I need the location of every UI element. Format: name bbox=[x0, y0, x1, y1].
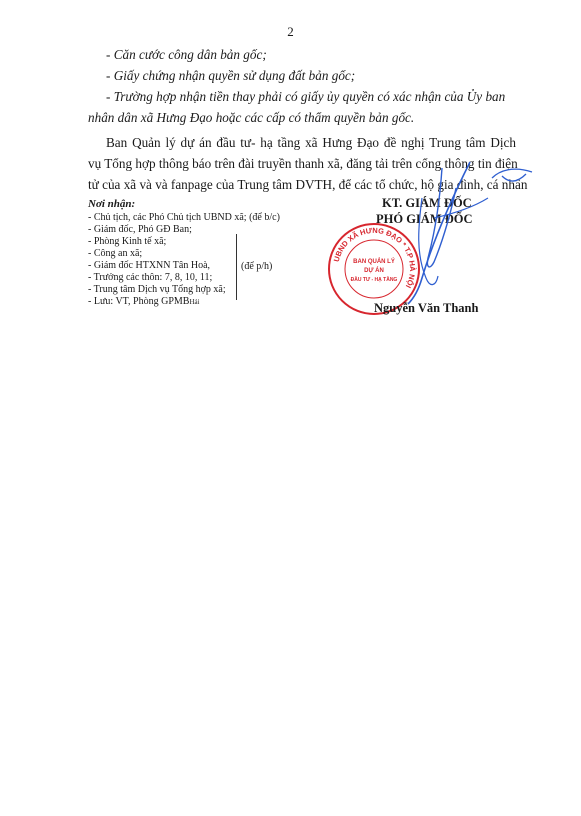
archive-initials: Hải bbox=[189, 298, 200, 306]
signature-title-2: PHÓ GIÁM ĐỐC bbox=[376, 212, 473, 226]
recipient-item: - Giám đốc HTXNN Tân Hoà, bbox=[88, 260, 211, 271]
signature-title-1: KT. GIÁM ĐỐC bbox=[382, 196, 472, 210]
recipient-item bbox=[88, 296, 200, 307]
bullet-land-certificate: - Giấy chứng nhận quyền sử dụng đất bản gốc; bbox=[106, 68, 356, 83]
paragraph-line-1: Ban Quản lý dự án đầu tư- hạ tầng xã Hưng Đạo đề nghị Trung tâm Dịch bbox=[106, 135, 516, 150]
handwritten-signature bbox=[382, 158, 542, 308]
bullet-authorization-cont: nhân dân xã Hưng Đạo hoặc các cấp có thẩm quyền bản gốc. bbox=[88, 110, 415, 125]
recipients-bracket bbox=[236, 234, 237, 300]
stamp-center-line-3: ĐẦU TƯ - HẠ TẦNG bbox=[350, 277, 398, 283]
signer-name: Nguyễn Văn Thanh bbox=[374, 301, 479, 315]
paragraph-line-3: tử của xã và và fanpage của Trung tâm DVTH, để các tổ chức, hộ gia đình, cá nhân bbox=[88, 177, 528, 192]
recipient-item: - Chủ tịch, các Phó Chủ tịch UBND xã; (để b/c) bbox=[88, 212, 280, 223]
archive-label: - Lưu: VT, Phòng GPMB bbox=[88, 296, 190, 307]
recipient-item: - Phòng Kinh tế xã; bbox=[88, 236, 167, 247]
recipient-item: - Trung tâm Dịch vụ Tổng hợp xã; bbox=[88, 284, 226, 295]
page-number: 2 bbox=[287, 24, 294, 39]
recipients-title: Nơi nhận: bbox=[88, 198, 136, 210]
recipient-item: - Trưởng các thôn: 7, 8, 10, 11; bbox=[88, 272, 213, 283]
stamp-center-line-1: BAN QUẢN LÝ bbox=[353, 259, 395, 265]
bullet-authorization: - Trường hợp nhận tiền thay phải có giấy ủy quyền có xác nhận của Ủy ban bbox=[106, 89, 506, 104]
bullet-id-card: - Căn cước công dân bản gốc; bbox=[106, 47, 267, 62]
stamp-ring-text: UBND XÃ HƯNG ĐẠO * T.P HÀ NỘI bbox=[331, 225, 418, 290]
paragraph-line-2: vụ Tổng hợp thông báo trên đài truyền thanh xã, đăng tải trên cổng thông tin điện bbox=[88, 156, 518, 171]
recipient-item: - Công an xã; bbox=[88, 248, 143, 259]
recipient-item: - Giám đốc, Phó GĐ Ban; bbox=[88, 224, 192, 235]
bracket-note: (để p/h) bbox=[241, 261, 273, 272]
stamp-center-line-2: DỰ ÁN bbox=[364, 268, 384, 274]
